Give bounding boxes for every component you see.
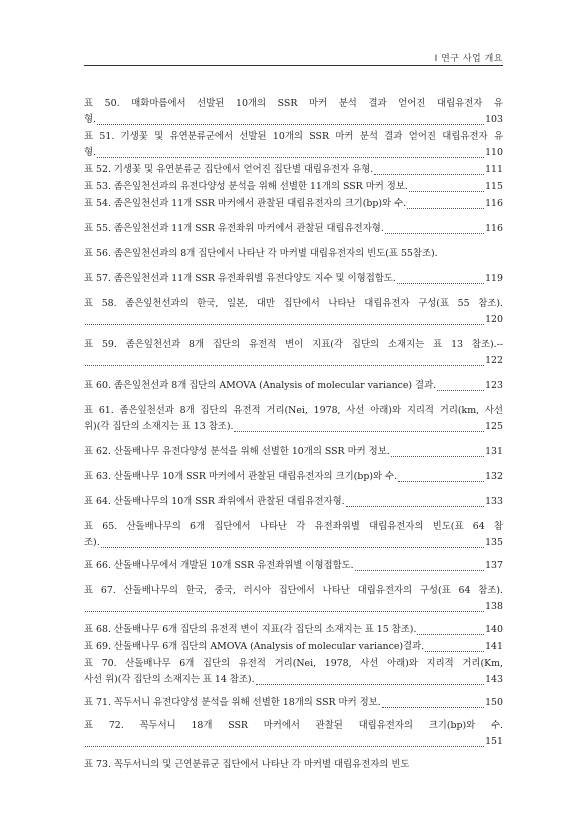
toc-entry[interactable] [84,583,503,615]
toc-entry[interactable] [84,246,503,262]
toc-entry-line [84,112,503,128]
toc-entry-line [84,378,503,394]
toc-entry-text: 표 50. 매화마름에서 선발된 10개의 SSR 마커 분석 결과 얻어진 대립유전자 유 [84,98,503,109]
toc-entry[interactable] [84,296,503,328]
toc-leader-dots [234,430,484,432]
toc-entry-line [84,419,503,435]
toc-entry-line [84,221,503,237]
toc-entry-text: 표 62. 산돌배나무 유전다양성 분석을 위해 선별한 10개의 SSR 마커 정보. [84,446,390,457]
toc-page-number: 132 [485,471,503,482]
toc-entry-text: 표 57. 좀은잎천선과 11개 SSR 유전좌위별 유전다양도 지수 및 이형접합도. [84,273,396,284]
toc-page-number: 125 [485,421,503,432]
toc-leader-dots [85,364,484,366]
toc-leader-dots [398,480,484,482]
toc-entry-line [84,469,503,485]
toc-entry-line [84,622,503,638]
toc-page-number: 120 [485,314,503,325]
toc-page-number: 151 [485,736,503,747]
toc-leader-dots [85,745,484,747]
toc-page-number: 150 [485,697,503,708]
toc-entry[interactable] [84,622,503,638]
toc-entry-text: 표 64. 산돌배나무의 10개 SSR 좌위에서 관찰된 대립유전자형. [84,496,345,507]
toc-entry-line [84,179,503,195]
toc-entry[interactable] [84,444,503,460]
toc-entry-line [84,656,503,672]
toc-page-number: 131 [485,446,503,457]
toc-leader-dots [97,123,484,125]
toc-entry-text: 표 73. 꼭두서니의 및 근연분류군 집단에서 나타난 각 마커별 대립유전자의 빈도 [84,759,410,770]
toc-leader-dots [101,546,484,548]
toc-entry[interactable] [84,494,503,510]
toc-entry-text: 표 52. 기생꽃 및 유연분류군 집단에서 얻어진 집단별 대립유전자 유형. [84,164,374,175]
toc-entry-line [84,444,503,460]
toc-entry[interactable] [84,378,503,394]
toc-page-number: 133 [485,496,503,507]
toc-entry[interactable] [84,96,503,128]
toc-page-number: 140 [485,624,503,635]
toc-entry-text: 표 66. 산돌배나무에서 개발된 10개 SSR 유전좌위별 이형접합도. [84,560,354,571]
toc-entry[interactable] [84,718,503,750]
toc-entry-line [84,145,503,161]
toc-entry[interactable] [84,695,503,711]
toc-entry-line [84,337,503,353]
toc-page-number: 141 [485,641,503,652]
toc-leader-dots [409,190,484,192]
toc-entry-text: 표 67. 산돌배나무의 한국, 중국, 러시아 집단에서 나타난 대립유전자의 구성(표 64 참조). [84,585,503,596]
toc-leader-dots [437,389,484,391]
toc-entry-line [84,403,503,419]
toc-entry[interactable] [84,519,503,551]
toc-entry-line [84,196,503,212]
toc-entry-text: 표 55. 좀은잎천선과 11개 SSR 유전좌위 마커에서 관찰된 대립유전자형. [84,223,384,234]
toc-entry-line [84,695,503,711]
toc-entry-text: 표 59. 좀은잎천선과 8개 집단의 유전적 변이 지표(각 집단의 소재지는 표 13 참조).-- [84,339,503,350]
toc-leader-dots [97,156,484,158]
toc-entry-text: 표 54. 좀은잎천선과 11개 SSR 마커에서 관찰된 대립유전자의 크기(bp)와 수. [84,198,407,209]
toc-entry-line [84,129,503,145]
toc-entry-line [84,672,503,688]
toc-entry-line [84,519,503,535]
toc-leader-dots [374,173,484,175]
toc-entry-text: 형. [84,147,97,158]
header-rule [84,65,503,66]
toc-page-number: 103 [485,114,503,125]
toc-entry-line [84,312,503,328]
toc-leader-dots [407,207,484,209]
toc-page-number: 143 [485,674,503,685]
toc-page-number: 122 [485,355,503,366]
toc-leader-dots [382,706,484,708]
toc-leader-dots [385,232,484,234]
toc-entry-line [84,494,503,510]
toc-entry-line [84,246,503,262]
table-of-contents-list [84,96,503,780]
toc-entry[interactable] [84,337,503,369]
toc-entry[interactable] [84,469,503,485]
toc-entry[interactable] [84,271,503,287]
toc-entry-line [84,535,503,551]
toc-entry-line [84,296,503,312]
toc-entry-line [84,162,503,178]
toc-entry[interactable] [84,129,503,161]
toc-entry[interactable] [84,558,503,574]
toc-leader-dots [256,683,485,685]
toc-leader-dots [425,650,484,652]
toc-entry-text: 위)(각 집단의 소재지는 표 13 참조). [84,421,234,432]
toc-page-number: 116 [485,223,503,234]
toc-leader-dots [355,569,484,571]
toc-entry-text: 표 56. 좀은잎천선과의 8개 집단에서 나타난 각 마커별 대립유전자의 빈도(표 55참조). [84,248,438,259]
toc-entry-line [84,583,503,599]
toc-entry-text: 표 71. 꼭두서니 유전다양성 분석을 위해 선별한 18개의 SSR 마커 정보. [84,697,381,708]
toc-entry-text: 형. [84,114,97,125]
toc-entry-line [84,639,503,655]
toc-entry[interactable] [84,757,503,773]
section-header-label: Ⅰ 연구 사업 개요 [434,54,503,64]
toc-entry-text: 표 72. 꼭두서니 18개 SSR 마커에서 관찰된 대립유전자의 크기(bp)와 수. [84,720,503,731]
toc-page-number: 116 [485,198,503,209]
toc-entry[interactable] [84,403,503,435]
toc-page-number: 115 [485,181,503,192]
toc-entry-line [84,96,503,112]
toc-leader-dots [397,282,484,284]
toc-entry-text: 표 61. 좀은잎천선과 8개 집단의 유전적 거리(Nei, 1978, 사선 아래)와 지리적 거리(km, 사선 [84,405,503,416]
toc-page-number: 111 [485,164,503,175]
toc-page-number: 119 [485,273,503,284]
toc-page-number: 123 [485,380,503,391]
toc-page-number: 137 [485,560,503,571]
toc-entry-line [84,558,503,574]
toc-entry-line [84,599,503,615]
toc-entry-text: 표 60. 좀은잎천선과 8개 집단의 AMOVA (Analysis of molecular variance) 결과. [84,380,437,391]
toc-entry-text: 표 70. 산돌배나무 6개 집단의 유전적 거리(Nei, 1978, 사선 아래)와 지리적 거리(Km, [84,658,503,669]
toc-entry-text: 표 63. 산돌배나무 10개 SSR 마커에서 관찰된 대립유전자의 크기(bp)와 수. [84,471,398,482]
toc-entry-text: 표 53. 좀은잎천선과의 유전다양성 분석을 위해 선별한 11개의 SSR 마커 정보. [84,181,408,192]
toc-entry-text: 표 69. 산돌배나무 6개 집단의 AMOVA (Analysis of molecular variance)결과. [84,641,425,652]
toc-entry[interactable] [84,196,503,212]
toc-leader-dots [85,323,484,325]
toc-entry-text: 표 68. 산돌배나무 6개 집단의 유전적 변이 지표(각 집단의 소재지는 표 15 참조). [84,624,417,635]
toc-entry-text: 표 65. 산돌배나무의 6개 집단에서 나타난 각 유전좌위별 대립유전자의 빈도(표 64 참 [84,521,503,532]
toc-entry[interactable] [84,221,503,237]
toc-page-number: 110 [485,147,503,158]
toc-entry-line [84,757,503,773]
toc-entry[interactable] [84,162,503,178]
toc-entry-line [84,271,503,287]
toc-entry-line [84,734,503,750]
toc-entry-text: 표 51. 기생꽃 및 유연분류군에서 선발된 10개의 SSR 마커 분석 결과 얻어진 대립유전자 유 [84,131,503,142]
toc-leader-dots [346,505,484,507]
toc-entry[interactable] [84,639,503,655]
toc-leader-dots [417,633,484,635]
toc-entry-text: 조). [84,537,100,548]
toc-entry-line [84,718,503,734]
toc-page-number: 138 [485,601,503,612]
toc-entry[interactable] [84,179,503,195]
toc-entry-text: 사선 위)(각 집단의 소재지는 표 14 참조). [84,674,255,685]
toc-entry-line [84,353,503,369]
toc-entry[interactable] [84,656,503,688]
toc-leader-dots [391,455,484,457]
toc-entry-text: 표 58. 좀은잎천선과의 한국, 일본, 대만 집단에서 나타난 대립유전자 구성(표 55 참조). [84,298,503,309]
toc-leader-dots [85,610,484,612]
toc-page-number: 135 [485,537,503,548]
